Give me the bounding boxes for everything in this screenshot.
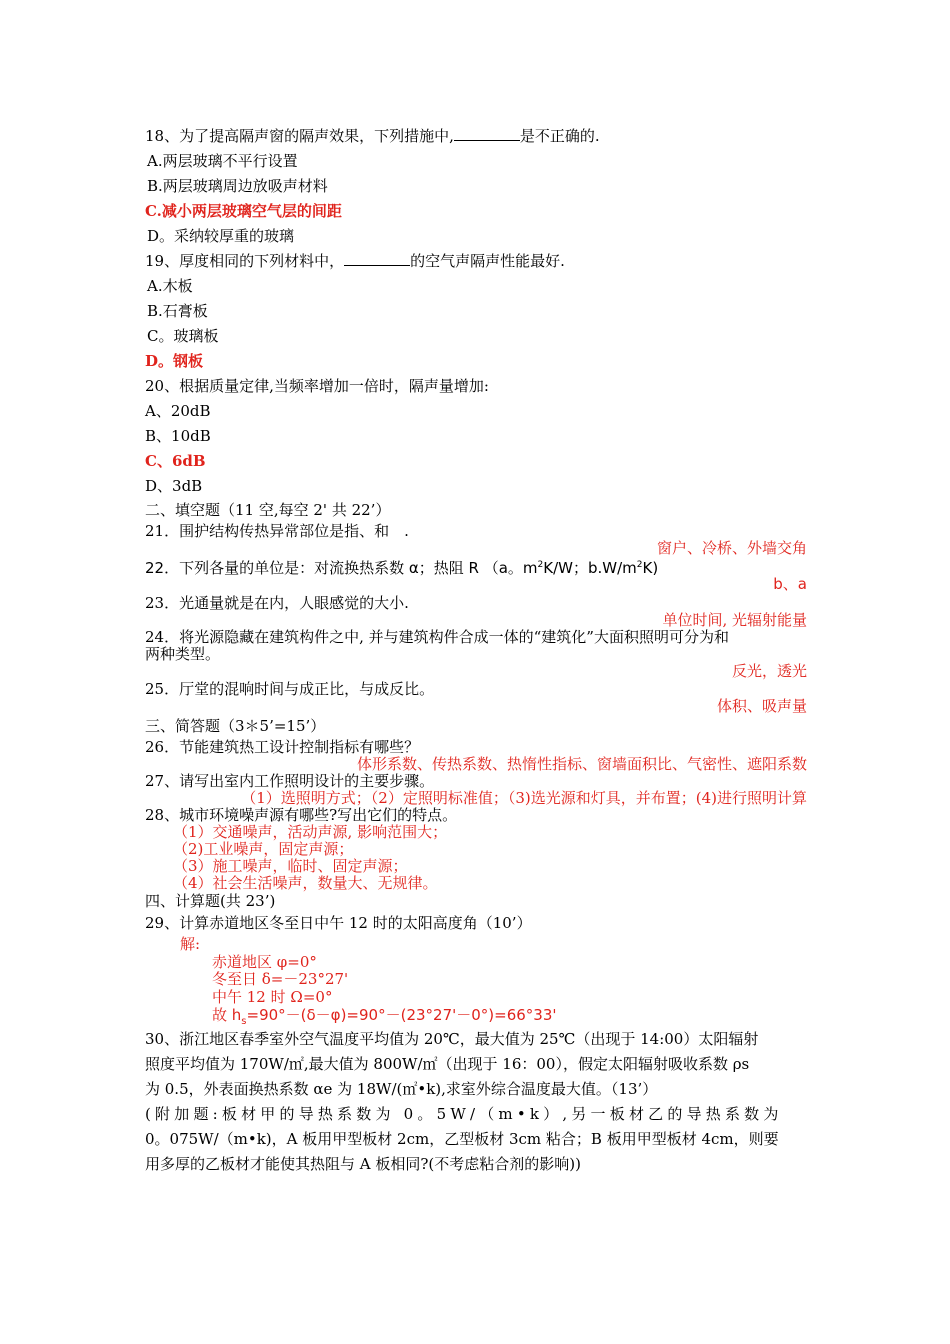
extra-question-line-2: 0。075W/（m•k)，A 板用甲型板材 2cm，乙型板材 3cm 粘合；B 板用甲型板材 4cm，则要 [145, 1130, 779, 1148]
question-22: 22．下列各量的单位是：对流换热系数 α；热阻 R （a。$m^2K/W$；$b.W/m^2K$) [145, 559, 659, 577]
q29-result: 故 $h_s=90^\circ-(\delta-\varphi)=90^\circ-(23^\circ 27'-0^\circ)=66^\circ 33'$ [212, 1006, 557, 1027]
q29-line-1: 赤道地区 φ=0° [212, 953, 317, 971]
question-19: 19、厚度相同的下列材料中， 的空气声隔声性能最好. [145, 252, 565, 270]
question-27: 27、请写出室内工作照明设计的主要步骤。 [145, 772, 435, 790]
q18-option-c-answer: C.减小两层玻璃空气层的间距 [145, 202, 342, 220]
q22-answer: b、a [773, 575, 807, 593]
section-4-heading: 四、计算题(共 23’) [145, 892, 276, 910]
question-23: 23．光通量就是在内，人眼感觉的大小. [145, 594, 409, 612]
q29-solution-label: 解: [180, 935, 201, 953]
q26-answer: 体形系数、传热系数、热惰性指标、窗墙面积比、气密性、遮阳系数 [356, 755, 807, 773]
extra-question-line-3: 用多厚的乙板材才能使其热阻与 A 板相同?(不考虑粘合剂的影响)) [145, 1155, 581, 1173]
q28-answer-1: （1）交通噪声，活动声源, 影响范围大； [173, 823, 448, 841]
q19-option-c: C。玻璃板 [147, 327, 219, 345]
q20-option-d: D、3dB [145, 477, 203, 495]
q19-option-a: A.木板 [147, 277, 193, 295]
q19-option-b: B.石膏板 [147, 302, 208, 320]
question-28: 28、城市环境噪声源有哪些?写出它们的特点。 [145, 806, 458, 824]
question-29: 29、计算赤道地区冬至日中午 12 时的太阳高度角（10’） [145, 914, 532, 932]
question-24-line-2: 两种类型。 [145, 645, 221, 663]
q25-answer: 体积、吸声量 [716, 697, 807, 715]
question-26: 26．节能建筑热工设计控制指标有哪些？ [145, 738, 420, 756]
answer-blank [344, 265, 410, 266]
question-25: 25．厅堂的混响时间与成正比，与成反比。 [145, 680, 435, 698]
q24-answer: 反光，透光 [731, 662, 807, 680]
q18-option-d: D。采纳较厚重的玻璃 [147, 227, 295, 245]
question-18: 18、为了提高隔声窗的隔声效果，下列措施中, 是不正确的. [145, 127, 600, 145]
q18-option-a: A.两层玻璃不平行设置 [147, 152, 298, 170]
q28-answer-3: （3）施工噪声，临时、固定声源； [173, 857, 408, 875]
question-30-line-1: 30、浙江地区春季室外空气温度平均值为 20℃，最大值为 25℃（出现于 14:00）太阳辐射 [145, 1030, 759, 1048]
section-2-heading: 二、填空题（11 空,每空 2' 共 22’） [145, 501, 391, 519]
q29-line-3: 中午 12 时 Ω=0° [212, 988, 333, 1006]
q23-answer: 单位时间, 光辐射能量 [662, 611, 807, 629]
question-30-line-3: 为 0.5，外表面换热系数 αe 为 18W/(㎡•k),求室外综合温度最大值。（13’） [145, 1080, 658, 1098]
question-20: 20、根据质量定律,当频率增加一倍时，隔声量增加: [145, 377, 489, 395]
question-21: 21．围护结构传热异常部位是指、和 . [145, 522, 409, 540]
q27-answer: （1）选照明方式；（2）定照明标准值；（3)选光源和灯具，并布置；(4)进行照明计算 [241, 789, 807, 807]
q18-option-b: B.两层玻璃周边放吸声材料 [147, 177, 328, 195]
section-3-heading: 三、简答题（3＊5’=15’） [145, 717, 326, 735]
q21-answer: 窗户、冷桥、外墙交角 [656, 539, 807, 557]
q28-answer-2: （2)工业噪声，固定声源； [173, 840, 354, 858]
extra-question-line-1: (附加题:板材甲的导热系数为 0。5W/（m•k）,另一板材乙的导热系数为 [145, 1105, 783, 1123]
question-24-line-1: 24．将光源隐藏在建筑构件之中, 并与建筑构件合成一体的“建筑化”大面积照明可分为和 [145, 628, 729, 646]
q29-line-2: 冬至日 δ=－23°27' [212, 970, 349, 988]
q20-option-b: B、10dB [145, 427, 211, 445]
answer-blank [454, 140, 520, 141]
q28-answer-4: （4）社会生活噪声，数量大、无规律。 [173, 874, 438, 892]
q20-option-c-answer: C、6dB [145, 452, 206, 470]
question-30-line-2: 照度平均值为 170W/㎡,最大值为 800W/㎡（出现于 16：00），假定太阳辐射吸收系数 ρs [145, 1055, 750, 1073]
q19-option-d-answer: D。钢板 [145, 352, 204, 370]
q20-option-a: A、20dB [145, 402, 211, 420]
